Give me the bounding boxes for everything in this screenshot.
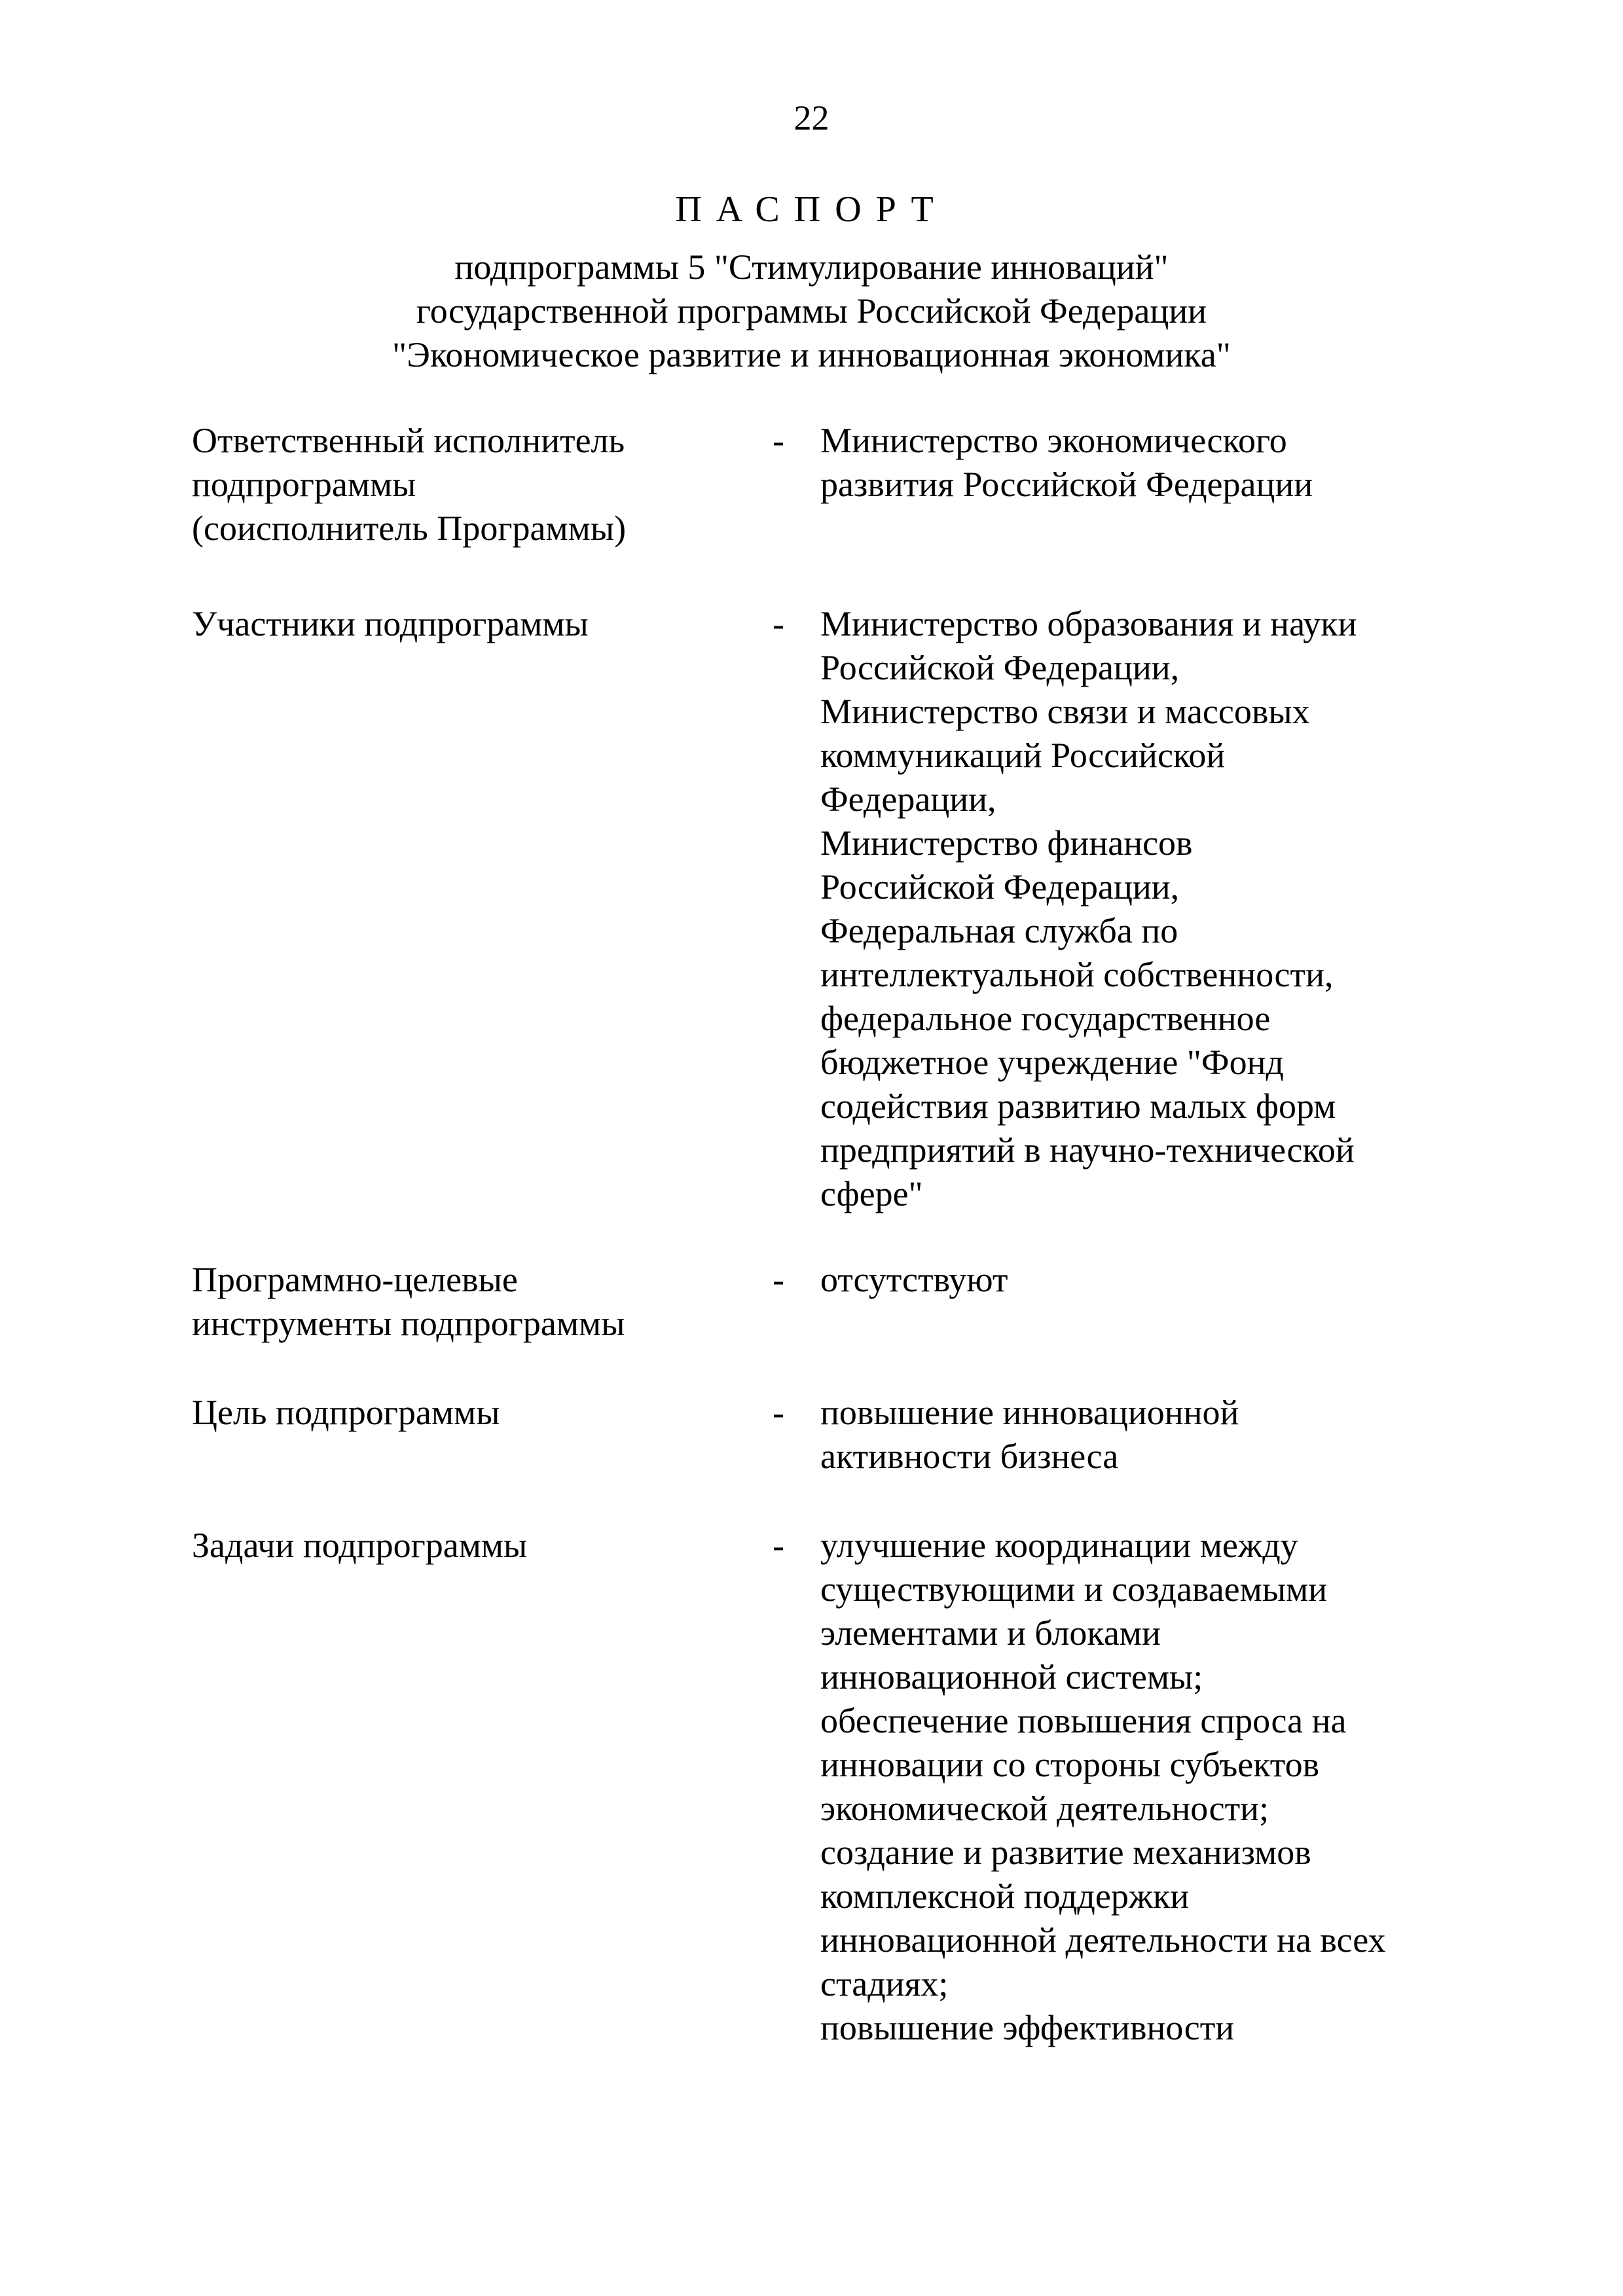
- page-title: ПАСПОРТ: [675, 189, 948, 230]
- value-line: сфере": [820, 1174, 923, 1213]
- value-line: Министерство связи и массовых: [820, 692, 1310, 731]
- subtitle-line: подпрограммы 5 "Стимулирование инноваций": [454, 247, 1169, 287]
- value-line: экономической деятельности;: [820, 1789, 1269, 1828]
- value-line: комплексной поддержки: [820, 1876, 1190, 1916]
- value-line: активности бизнеса: [820, 1437, 1119, 1476]
- row-dash: -: [773, 421, 784, 460]
- value-line: создание и развитие механизмов: [820, 1833, 1311, 1872]
- label-line: Ответственный исполнитель: [192, 421, 625, 460]
- subtitle-line: государственной программы Российской Федерации: [416, 291, 1207, 331]
- value-line: улучшение координации между: [820, 1526, 1298, 1565]
- label-line: (соисполнитель Программы): [192, 509, 627, 548]
- row-dash: -: [773, 1526, 784, 1565]
- row-dash: -: [773, 1393, 784, 1432]
- value-line: существующими и создаваемыми: [820, 1570, 1328, 1609]
- value-line: Федерации,: [820, 780, 996, 819]
- subtitle-line: "Экономическое развитие и инновационная экономика": [392, 335, 1231, 374]
- label-line: Участники подпрограммы: [192, 604, 589, 643]
- value-line: интеллектуальной собственности,: [820, 955, 1334, 994]
- row-value: [820, 1391, 1475, 1479]
- value-line: федеральное государственное: [820, 999, 1271, 1038]
- value-line: бюджетное учреждение "Фонд: [820, 1043, 1284, 1082]
- row-value: [820, 419, 1475, 507]
- row-label: [192, 1258, 768, 1346]
- label-line: инструменты подпрограммы: [192, 1304, 625, 1343]
- value-line: обеспечение повышения спроса на: [820, 1701, 1347, 1740]
- row-dash: -: [773, 604, 784, 643]
- value-line: Федеральная служба по: [820, 911, 1178, 950]
- value-line: элементами и блоками: [820, 1613, 1161, 1653]
- page-subtitle: [0, 245, 1623, 377]
- value-line: коммуникаций Российской: [820, 736, 1226, 775]
- row-label: [192, 1524, 768, 1568]
- row-value: [820, 602, 1475, 1216]
- value-line: инновационной деятельности на всех: [820, 1920, 1386, 1960]
- page-number: 22: [793, 98, 830, 137]
- value-line: Министерство финансов: [820, 823, 1193, 863]
- row-label: [192, 602, 768, 646]
- value-line: повышение эффективности: [820, 2008, 1235, 2047]
- value-line: содействия развитию малых форм: [820, 1086, 1336, 1126]
- value-line: Российской Федерации,: [820, 648, 1180, 687]
- value-line: развития Российской Федерации: [820, 465, 1313, 504]
- label-line: подпрограммы: [192, 465, 416, 504]
- value-line: Российской Федерации,: [820, 867, 1180, 906]
- value-line: стадиях;: [820, 1964, 949, 2003]
- row-value: [820, 1524, 1475, 2050]
- row-dash: -: [773, 1260, 784, 1299]
- row-label: [192, 419, 768, 550]
- row-value: [820, 1258, 1475, 1302]
- value-line: предприятий в научно-технической: [820, 1130, 1355, 1170]
- label-line: Программно-целевые: [192, 1260, 518, 1299]
- value-line: повышение инновационной: [820, 1393, 1239, 1432]
- value-line: Министерство экономического: [820, 421, 1287, 460]
- value-line: инновационной системы;: [820, 1657, 1203, 1696]
- label-line: Цель подпрограммы: [192, 1393, 500, 1432]
- value-line: отсутствуют: [820, 1260, 1008, 1299]
- value-line: Министерство образования и науки: [820, 604, 1357, 643]
- row-label: [192, 1391, 768, 1435]
- label-line: Задачи подпрограммы: [192, 1526, 528, 1565]
- value-line: инновации со стороны субъектов: [820, 1745, 1320, 1784]
